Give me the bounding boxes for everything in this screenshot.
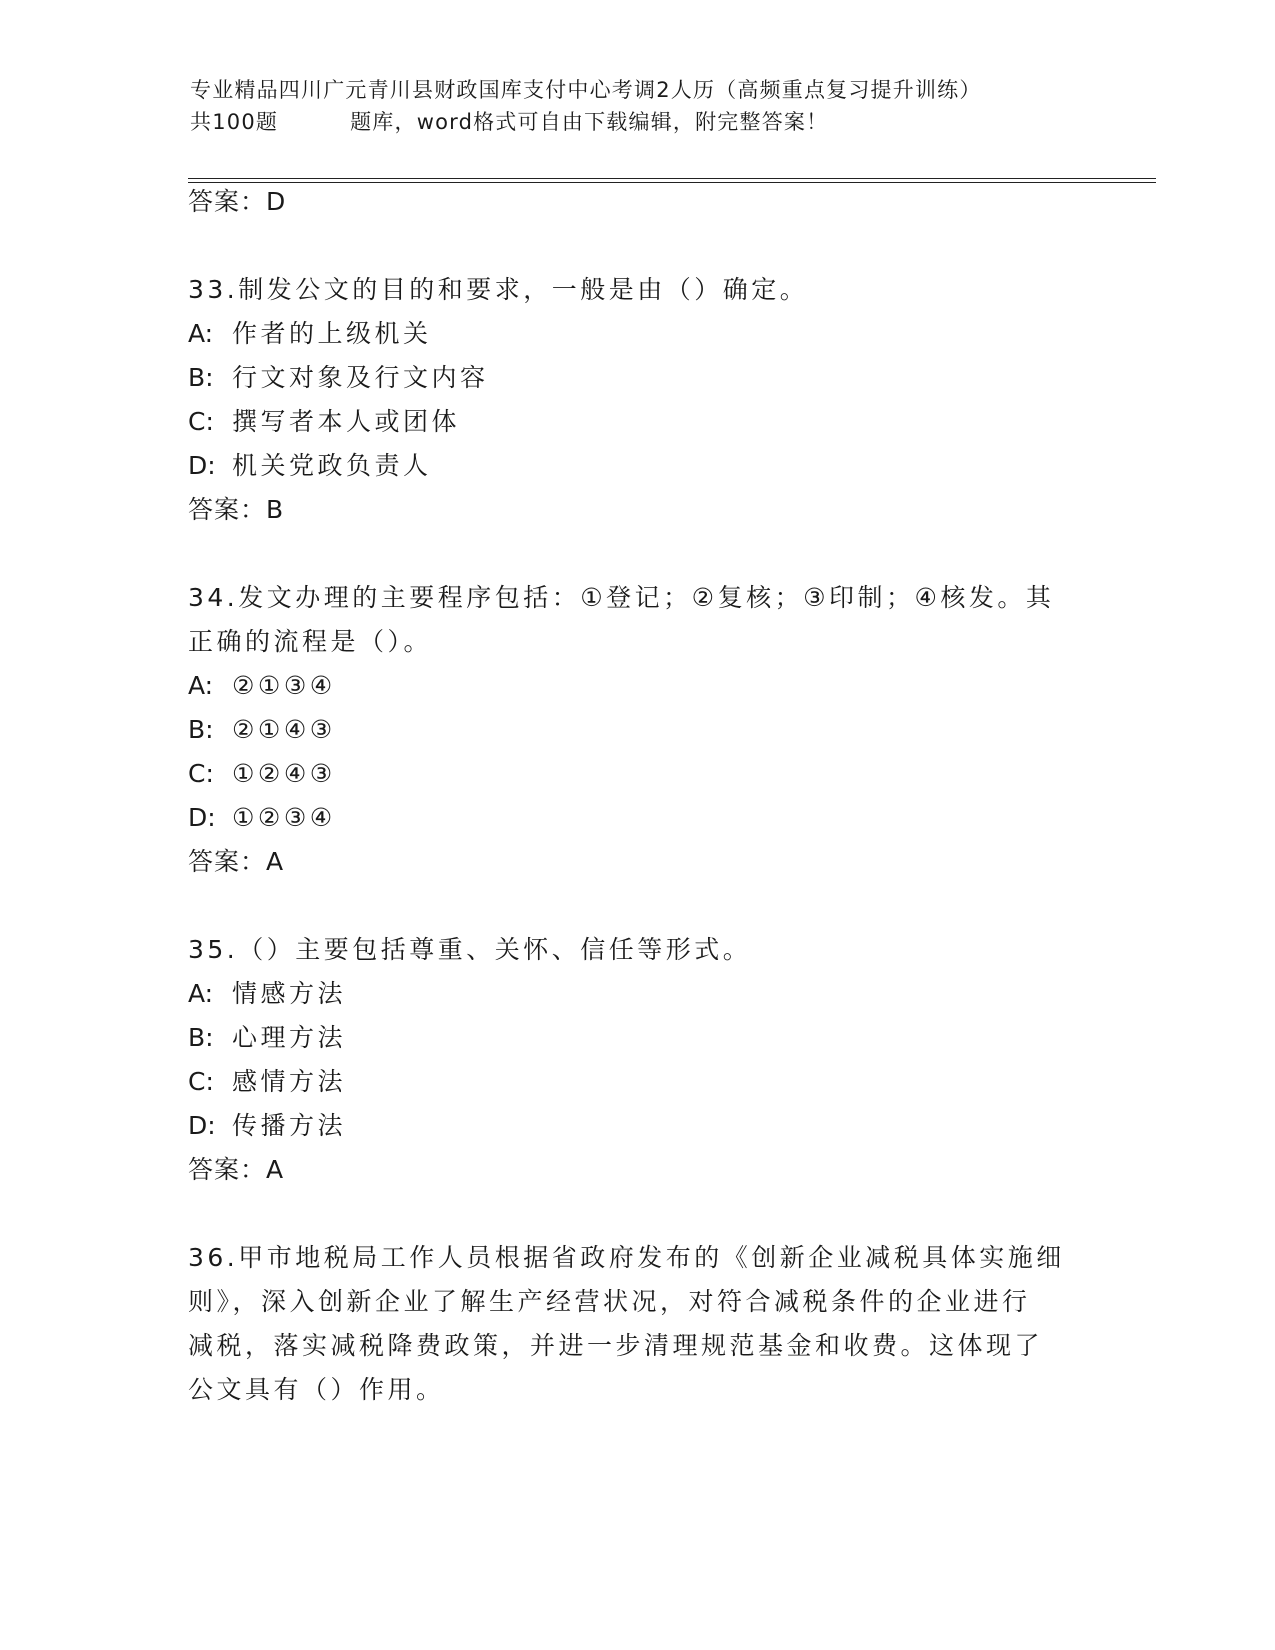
option-34-a — [188, 669, 336, 703]
option-text: 心理方法 — [232, 1023, 347, 1052]
option-text: 情感方法 — [232, 979, 347, 1008]
question-34-stem-line-1: 34.发文办理的主要程序包括：①登记；②复核；③印制；④核发。其 — [188, 583, 1055, 612]
option-34-d — [188, 801, 336, 835]
option-33-d — [188, 449, 432, 483]
question-36-stem-line-4: 公文具有（）作用。 — [188, 1375, 445, 1404]
answer-34: 答案：A — [188, 847, 285, 876]
header-divider — [188, 178, 1156, 183]
option-key: C: — [188, 759, 214, 788]
option-33-c — [188, 405, 460, 439]
option-key: D: — [188, 451, 216, 480]
option-key: A: — [188, 319, 214, 348]
option-35-a — [188, 977, 346, 1011]
option-35-d — [188, 1109, 346, 1143]
option-text: ①②④③ — [232, 759, 336, 788]
option-text: 行文对象及行文内容 — [232, 363, 489, 392]
question-36-stem-line-2: 则》，深入创新企业了解生产经营状况，对符合减税条件的企业进行 — [188, 1287, 1031, 1316]
header-title-line: 专业精品四川广元青川县财政国库支付中心考调2人历（高频重点复习提升训练） — [190, 78, 982, 102]
option-text: ①②③④ — [232, 803, 336, 832]
question-36-stem-line-1: 36.甲市地税局工作人员根据省政府发布的《创新企业减税具体实施细 — [188, 1243, 1065, 1272]
option-34-b — [188, 713, 336, 747]
answer-32: 答案：D — [188, 187, 287, 216]
header-subtitle-line — [190, 106, 1090, 138]
question-35-stem: 35.（）主要包括尊重、关怀、信任等形式。 — [188, 935, 752, 964]
option-35-c — [188, 1065, 346, 1099]
option-key: B: — [188, 715, 214, 744]
option-33-a — [188, 317, 432, 351]
option-text: 感情方法 — [232, 1067, 347, 1096]
answer-33: 答案：B — [188, 495, 285, 524]
option-33-b — [188, 361, 489, 395]
option-key: C: — [188, 1067, 214, 1096]
question-36-stem-line-3: 减税，落实减税降费政策，并进一步清理规范基金和收费。这体现了 — [188, 1331, 1044, 1360]
option-key: B: — [188, 1023, 214, 1052]
page-header — [190, 74, 1090, 138]
header-count: 共100题 — [190, 110, 279, 134]
question-34-stem-line-2: 正确的流程是（）。 — [188, 627, 433, 656]
option-text: ②①③④ — [232, 671, 336, 700]
option-key: B: — [188, 363, 214, 392]
question-33-stem: 33.制发公文的目的和要求，一般是由（）确定。 — [188, 275, 809, 304]
option-34-c — [188, 757, 336, 791]
option-text: 撰写者本人或团体 — [232, 407, 461, 436]
answer-35: 答案：A — [188, 1155, 285, 1184]
option-key: D: — [188, 803, 216, 832]
option-key: A: — [188, 671, 214, 700]
option-text: ②①④③ — [232, 715, 336, 744]
option-key: C: — [188, 407, 214, 436]
option-text: 机关党政负责人 — [232, 451, 432, 480]
header-note: 题库，word格式可自由下载编辑，附完整答案！ — [350, 110, 829, 134]
option-text: 作者的上级机关 — [232, 319, 432, 348]
option-35-b — [188, 1021, 346, 1055]
option-key: A: — [188, 979, 214, 1008]
option-key: D: — [188, 1111, 216, 1140]
option-text: 传播方法 — [232, 1111, 347, 1140]
